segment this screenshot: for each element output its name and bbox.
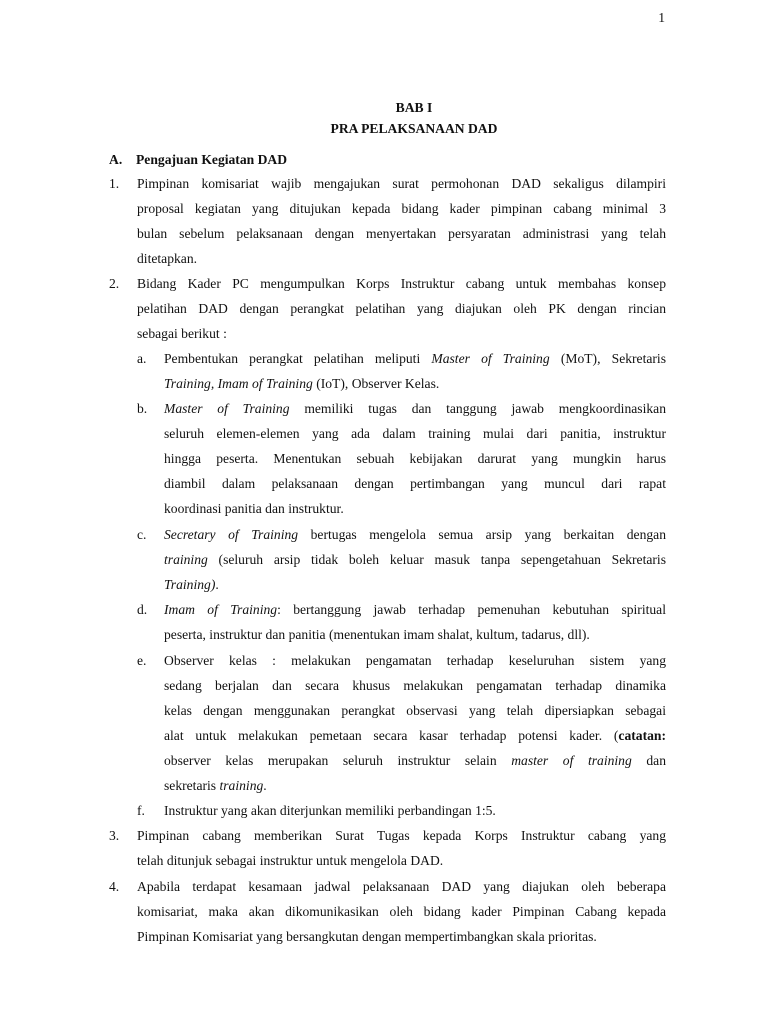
text-run: Pembentukan perangkat pelatihan meliputi (164, 351, 432, 366)
text-line: peserta, instruktur dan panitia (menentukan imam shalat, kultum, tadarus, dll). (164, 627, 590, 642)
sub-item-text (164, 396, 666, 521)
text-run: bertugas mengelola semua arsip yang berkaitan dengan (298, 527, 666, 542)
sub-item-a (137, 346, 666, 396)
text-line (164, 547, 666, 572)
sub-item-d (137, 597, 666, 647)
text-line: Instruktur yang akan diterjunkan memiliki perbandingan 1:5. (164, 803, 496, 818)
text-run: alat untuk melakukan pemetaan secara kasar terhadap potensi kader. ( (164, 728, 619, 743)
list-item-1 (109, 171, 666, 271)
sub-item-text (164, 798, 666, 823)
italic-term: Master of Training (431, 351, 550, 366)
text-line: Pimpinan cabang memberikan Surat Tugas kepada Korps Instruktur cabang yang (137, 828, 666, 843)
text-line: telah ditunjuk sebagai instruktur untuk mengelola DAD. (137, 853, 444, 868)
italic-term: Training) (164, 577, 216, 592)
sub-item-letter: d. (137, 602, 148, 617)
item-number: 1. (109, 176, 120, 191)
text-run: (MoT), Sekretaris (549, 351, 666, 366)
sub-item-b (137, 396, 666, 521)
chapter-title: PRA PELAKSANAAN DAD (330, 121, 498, 136)
bold-note-label: catatan: (618, 728, 666, 743)
italic-term: Training, Imam of Training (164, 376, 313, 391)
sub-item-letter: c. (137, 527, 147, 542)
text-line: sedang berjalan dan secara khusus melakukan pengamatan terhadap dinamika (164, 678, 666, 693)
italic-term: Secretary of Training (164, 527, 299, 542)
sub-item-text (164, 522, 666, 597)
text-run: : bertanggung jawab terhadap pemenuhan kebutuhan spiritual (277, 602, 666, 617)
text-line: diambil dalam pelaksanaan dengan pertimbangan yang muncul dari rapat (164, 476, 666, 491)
text-line (164, 572, 666, 597)
text-line: Apabila terdapat kesamaan jadwal pelaksanaan DAD yang diajukan oleh beberapa (137, 879, 666, 894)
italic-term: training (164, 552, 208, 567)
page-number: 1 (658, 10, 665, 25)
text-line: Pimpinan komisariat wajib mengajukan surat permohonan DAD sekaligus dilampiri (137, 176, 666, 191)
sub-item-e (137, 648, 666, 798)
text-line: hingga peserta. Menentukan sebuah kebijakan darurat yang mungkin harus (164, 451, 666, 466)
text-line (164, 371, 666, 396)
text-line (164, 522, 666, 547)
text-line: proposal kegiatan yang ditujukan kepada bidang kader pimpinan cabang minimal 3 (137, 201, 666, 216)
chapter-heading (0, 97, 768, 139)
list-item-2 (109, 271, 666, 346)
italic-term: Imam of Training (164, 602, 278, 617)
text-line: bulan sebelum pelaksanaan dengan menyertakan persyaratan administrasi yang telah (137, 226, 666, 241)
sub-item-letter: a. (137, 351, 147, 366)
list-item-4 (109, 874, 666, 949)
text-line: kelas dengan menggunakan perangkat observasi yang telah dipersiapkan sebagai (164, 703, 666, 718)
sub-item-c (137, 522, 666, 597)
item-text (137, 823, 666, 873)
text-run: (seluruh arsip tidak boleh keluar masuk tanpa sepengetahuan Sekretaris (207, 552, 666, 567)
sub-item-f (137, 798, 666, 823)
text-line: pelatihan DAD dengan perangkat pelatihan yang diajukan oleh PK dengan rincian (137, 301, 666, 316)
italic-term: master of training (511, 753, 632, 768)
text-line (164, 346, 666, 371)
section-heading (109, 150, 287, 170)
sub-item-text (164, 648, 666, 798)
list-item-3 (109, 823, 666, 873)
text-line (164, 723, 666, 748)
text-line: seluruh elemen-elemen yang ada dalam training mulai dari panitia, instruktur (164, 426, 666, 441)
text-line (164, 773, 666, 798)
text-line: ditetapkan. (137, 251, 198, 266)
text-line (164, 748, 666, 773)
text-run: memiliki tugas dan tanggung jawab mengkoordinasikan (289, 401, 666, 416)
chapter-label: BAB I (395, 100, 433, 115)
section-title: Pengajuan Kegiatan DAD (136, 152, 288, 167)
text-run: (IoT), Observer Kelas. (312, 376, 440, 391)
sub-item-text (164, 597, 666, 647)
item-text (137, 874, 666, 949)
text-line: komisariat, maka akan dikomunikasikan oleh bidang kader Pimpinan Cabang kepada (137, 904, 666, 919)
sub-item-text (164, 346, 666, 396)
item-text (137, 271, 666, 346)
text-run: observer kelas merupakan seluruh instruktur selain (164, 753, 512, 768)
sub-item-letter: b. (137, 401, 148, 416)
section-marker: A. (109, 152, 123, 167)
item-text (137, 171, 666, 271)
text-run: . (263, 778, 267, 793)
sub-item-letter: e. (137, 653, 147, 668)
italic-term: Master of Training (164, 401, 290, 416)
item-number: 3. (109, 828, 120, 843)
text-line: Bidang Kader PC mengumpulkan Korps Instruktur cabang untuk membahas konsep (137, 276, 666, 291)
item-number: 2. (109, 276, 120, 291)
text-line: koordinasi panitia dan instruktur. (164, 501, 344, 516)
text-line (164, 396, 666, 421)
sub-item-letter: f. (137, 803, 145, 818)
text-line (164, 597, 666, 622)
text-run: dan (631, 753, 666, 768)
text-line: Pimpinan Komisariat yang bersangkutan dengan mempertimbangkan skala prioritas. (137, 929, 597, 944)
text-run: sekretaris (164, 778, 220, 793)
text-run: . (215, 577, 219, 592)
item-number: 4. (109, 879, 120, 894)
text-line: Observer kelas : melakukan pengamatan terhadap keseluruhan sistem yang (164, 653, 666, 668)
italic-term: training (219, 778, 264, 793)
text-line: sebagai berikut : (137, 326, 227, 341)
